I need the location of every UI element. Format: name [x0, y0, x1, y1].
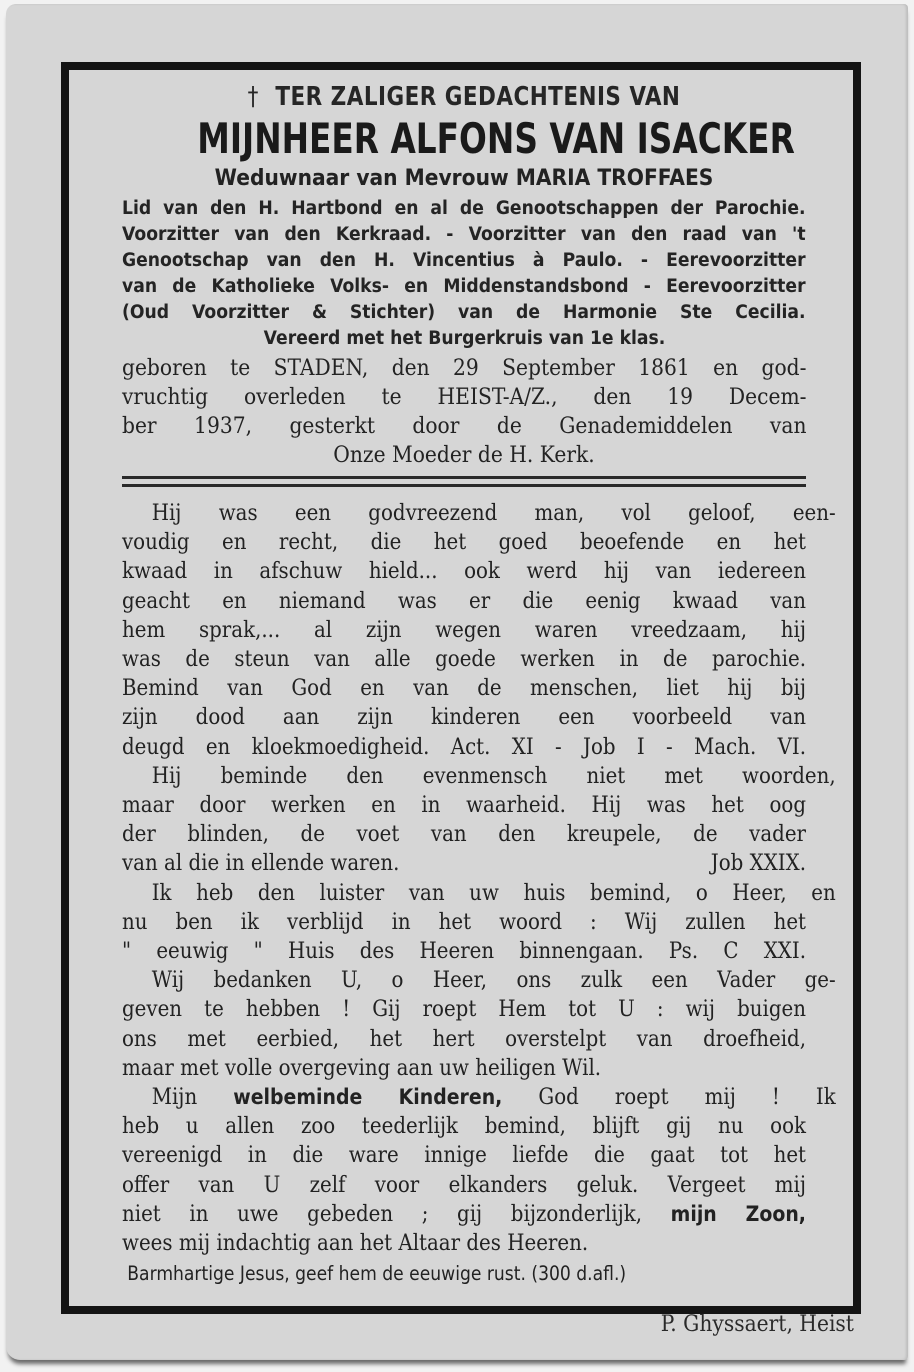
memorial-text: [122, 499, 836, 1258]
body-line: Hij beminde den evenmensch niet met woorden,: [151, 763, 836, 789]
body-line: maar met volle overgeving aan uw heiligen Wil.: [122, 1055, 602, 1081]
body-line: heb u allen zoo teederlijk bemind, blijft gij nu ook: [122, 1114, 806, 1140]
bio-line: Genootschap van den H. Vincentius à Paulo. - Eerevoorzitter: [122, 250, 806, 271]
bio-line: Voorzitter van den Kerkraad. - Voorzitter van den raad van 't: [122, 224, 806, 245]
header-title: † TER ZALIGER GEDACHTENIS VAN: [247, 82, 681, 112]
body-line: geven te hebben ! Gij roept Hem tot U : wij buigen: [122, 997, 806, 1023]
body-line: ons met eerbied, het hert overstelpt van droefheid,: [122, 1026, 806, 1052]
cross-icon: †: [247, 82, 259, 112]
body-line: hem sprak,... al zijn wegen waren vreedzaam, hij: [122, 617, 806, 643]
bold-son: mijn Zoon,: [670, 1201, 806, 1226]
body-line: maar door werken en in waarheid. Hij was het oog: [122, 793, 806, 819]
body-line: geacht en niemand was er die eenig kwaad van: [122, 588, 806, 614]
body-line: kwaad in afschuw hield... ook werd hij van iedereen: [122, 559, 806, 585]
divider-line: [122, 484, 806, 487]
bio-line: Vereerd met het Burgerkruis van 1e klas.: [263, 328, 666, 349]
body-line: zijn dood aan zijn kinderen een voorbeeld van: [122, 705, 806, 731]
body-line: Bemind van God en van de menschen, liet hij bij: [122, 676, 806, 702]
dates-line: Onze Moeder de H. Kerk.: [333, 443, 595, 468]
body-line: Wij bedanken U, o Heer, ons zulk een Vader ge-: [151, 968, 836, 994]
body-line: Mijn welbeminde Kinderen, God roept mij ! Ik: [151, 1085, 836, 1111]
dates-line: vruchtig overleden te HEIST-A/Z., den 19 Decem-: [122, 385, 807, 410]
widower-line: Weduwnaar van Mevrouw MARIA TROFFAES: [214, 166, 714, 191]
bio-line: (Oud Voorzitter & Stichter) van de Harmonie Ste Cecilia.: [122, 302, 806, 323]
body-line: vereenigd in die ware innige liefde die gaat tot het: [122, 1143, 806, 1169]
printer-credit: P. Ghyssaert, Heist: [660, 1312, 854, 1337]
divider-line: [122, 476, 806, 479]
body-line: nu ben ik verblijd in het woord : Wij zullen het: [122, 909, 806, 935]
body-line: niet in uwe gebeden ; gij bijzonderlijk, mijn Zoon,: [122, 1201, 806, 1227]
dates-line: ber 1937, gesterkt door de Genademiddelen van: [122, 414, 807, 439]
body-line: was de steun van alle goede werken in de parochie.: [122, 647, 806, 673]
deceased-name: MIJNHEER ALFONS VAN ISACKER: [197, 114, 795, 163]
body-line: voudig en recht, die het goed beoefende en het: [122, 530, 806, 556]
body-line: Hij was een godvreezend man, vol geloof, een-: [151, 501, 836, 526]
memorial-card: [6, 4, 908, 1360]
body-line: deugd en kloekmoedigheid. Act. XI - Job I - Mach. VI.: [122, 734, 806, 760]
bold-children: welbeminde Kinderen,: [233, 1085, 503, 1110]
dates-line: geboren te STADEN, den 29 September 1861 en god-: [122, 356, 807, 381]
body-line: " eeuwig " Huis des Heeren binnengaan. Ps. C XXI.: [122, 939, 806, 965]
body-line: Ik heb den luister van uw huis bemind, o Heer, en: [151, 880, 836, 906]
bio-line: Lid van den H. Hartbond en al de Genootschappen der Parochie.: [122, 198, 806, 219]
bio-line: van de Katholieke Volks- en Middenstandsbond - Eerevoorzitter: [122, 276, 806, 297]
birth-death-dates: [122, 354, 806, 470]
body-line: van al die in ellende waren. Job XXIX.: [122, 849, 806, 878]
closing-prayer: Barmhartige Jesus, geef hem de eeuwige rust. (300 d.afl.): [127, 1262, 627, 1286]
body-line: offer van U zelf voor elkanders geluk. Vergeet mij: [122, 1172, 806, 1198]
body-line: wees mij indachtig aan het Altaar des Heeren.: [122, 1231, 589, 1257]
biography: [122, 196, 806, 352]
double-rule-divider: [122, 476, 806, 487]
scripture-reference: Job XXIX.: [710, 851, 806, 877]
card-content: [122, 80, 836, 1290]
body-line: der blinden, de voet van den kreupele, de vader: [122, 822, 806, 848]
